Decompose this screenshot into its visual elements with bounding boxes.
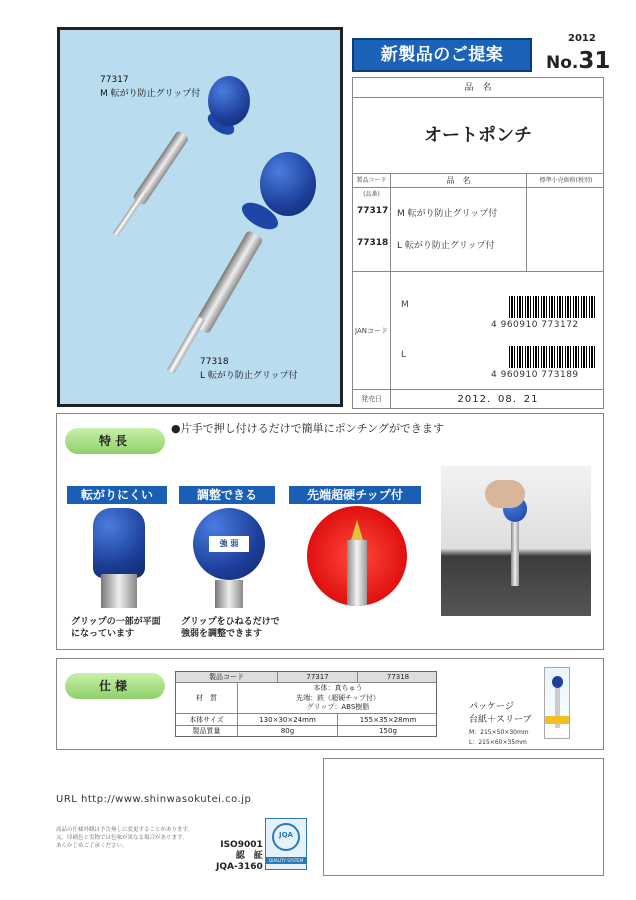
features-pill: 特長 (65, 428, 165, 454)
photo-label-l-code: 77318 (200, 357, 229, 367)
issue-number-value: 31 (578, 48, 611, 74)
barcode-m (509, 296, 597, 318)
issue-year: 2012 (568, 33, 596, 44)
spec-weight-m: 80g (238, 726, 338, 737)
col-name-header: 品 名 (391, 174, 527, 187)
jan-l-size: L (401, 350, 407, 360)
spec-pill: 仕様 (65, 673, 165, 699)
spec-header-row (176, 672, 436, 683)
spec-header-m: 77317 (278, 672, 358, 682)
spec-size-m: 130×30×24mm (238, 714, 338, 725)
jqa-logo-subtext: QUALITY SYSTEM (266, 857, 306, 864)
jan-row (353, 272, 603, 390)
jan-m-size: M (401, 300, 409, 310)
spec-material-line2: 先端：鉄（超硬チップ付） (296, 693, 380, 702)
package-type: 台紙＋スリーブ (469, 715, 532, 725)
spec-weight-label: 製品質量 (176, 726, 238, 737)
jqa-logo-text: JQA (279, 831, 293, 839)
items-row (353, 188, 603, 272)
jan-l-number: 4 960910 773189 (491, 370, 579, 380)
punch-l-image (60, 30, 340, 404)
spec-material-label: 材 質 (176, 683, 238, 713)
feature-2-caption-line2: 強弱を調整できます (181, 629, 263, 639)
features-lead: ●片手で押し付けるだけで簡単にポンチングができます (171, 422, 444, 435)
item-l-code: 77318 (357, 238, 389, 248)
feature-1-caption-line2: になっています (71, 629, 135, 639)
adjust-grip-icon (179, 508, 279, 608)
hinmei-header: 品 名 (464, 83, 492, 93)
photo-label-l-name: L 転がり防止グリップ付 (200, 371, 298, 381)
disclaimer (56, 826, 193, 850)
spec-header-l: 77318 (386, 673, 410, 681)
carbide-tip-icon (307, 506, 407, 606)
jan-label: JANコード (355, 327, 388, 335)
spec-section (56, 658, 604, 750)
package-m: M：215×50×30mm (469, 729, 529, 736)
item-l-name: L 転がり防止グリップ付 (397, 241, 495, 251)
spec-table (175, 671, 437, 737)
photo-label-m-code: 77317 (100, 75, 129, 85)
item-m-code: 77317 (357, 206, 389, 216)
issue-number (546, 48, 610, 74)
feature-1-heading: 転がりにくい (67, 486, 167, 504)
package-image (544, 667, 570, 739)
spec-weight-l: 150g (379, 727, 397, 735)
company-url[interactable]: URL http://www.shinwasokutei.co.jp (56, 794, 252, 805)
usage-photo (441, 466, 591, 616)
product-info-table (352, 77, 604, 409)
item-m-name: M 転がり防止グリップ付 (397, 209, 498, 219)
disclaimer-line3: あらかじめご了承ください。 (56, 843, 128, 849)
package-l: L：215×60×35mm (469, 739, 527, 746)
jan-m-number: 4 960910 773172 (491, 320, 579, 330)
feature-1-caption-line1: グリップの一部が平面 (71, 617, 161, 627)
notes-box (323, 758, 604, 876)
issue-number-prefix: No. (546, 53, 579, 73)
spec-material-row (176, 683, 436, 714)
spec-header-code: 製品コード (176, 672, 278, 682)
col-price-header: 標準小売価格(税別) (539, 177, 593, 184)
flat-grip-icon (69, 508, 169, 608)
iso-line2: 認 証 (235, 851, 263, 861)
iso-line3: JQA-3160 (216, 862, 263, 872)
release-label: 発売日 (353, 390, 391, 409)
spec-size-l: 155×35×28mm (359, 716, 417, 724)
spec-size-row (176, 714, 436, 726)
release-date: 2012．08．21 (457, 394, 539, 405)
iso-line1: ISO9001 (220, 840, 263, 850)
grip-strength-label: 強 弱 (209, 536, 249, 552)
jqa-logo-icon (265, 818, 307, 870)
product-name-row (353, 98, 603, 174)
disclaimer-line1: 商品の仕様外観は予告無しに変更することがあります。 (56, 827, 194, 833)
barcode-l (509, 346, 597, 368)
spec-material-line1: 本体：真ちゅう (313, 684, 363, 692)
product-name: オートポンチ (424, 125, 532, 146)
new-product-badge: 新製品のご提案 (352, 38, 532, 72)
feature-2-caption-line1: グリップをひねるだけで (181, 617, 280, 627)
feature-3-heading: 先端超硬チップ付 (289, 486, 421, 504)
package-title: パッケージ (469, 702, 514, 712)
columns-header-row (353, 174, 603, 198)
release-row (353, 390, 603, 409)
disclaimer-line2: 又、印刷色と実物では色味が異なる場合があります。 (56, 835, 188, 841)
photo-label-m-name: M 転がり防止グリップ付 (100, 89, 201, 99)
spec-weight-row (176, 726, 436, 737)
feature-2-heading: 調整できる (179, 486, 275, 504)
hinmei-header-row (353, 78, 603, 98)
features-section (56, 413, 604, 650)
spec-size-label: 本体サイズ (176, 714, 238, 725)
spec-material-line3: グリップ：ABS樹脂 (306, 703, 370, 711)
product-photo (57, 27, 343, 407)
col-code-header: 製品コード(品番) (353, 174, 391, 187)
iso-certification (216, 840, 263, 873)
